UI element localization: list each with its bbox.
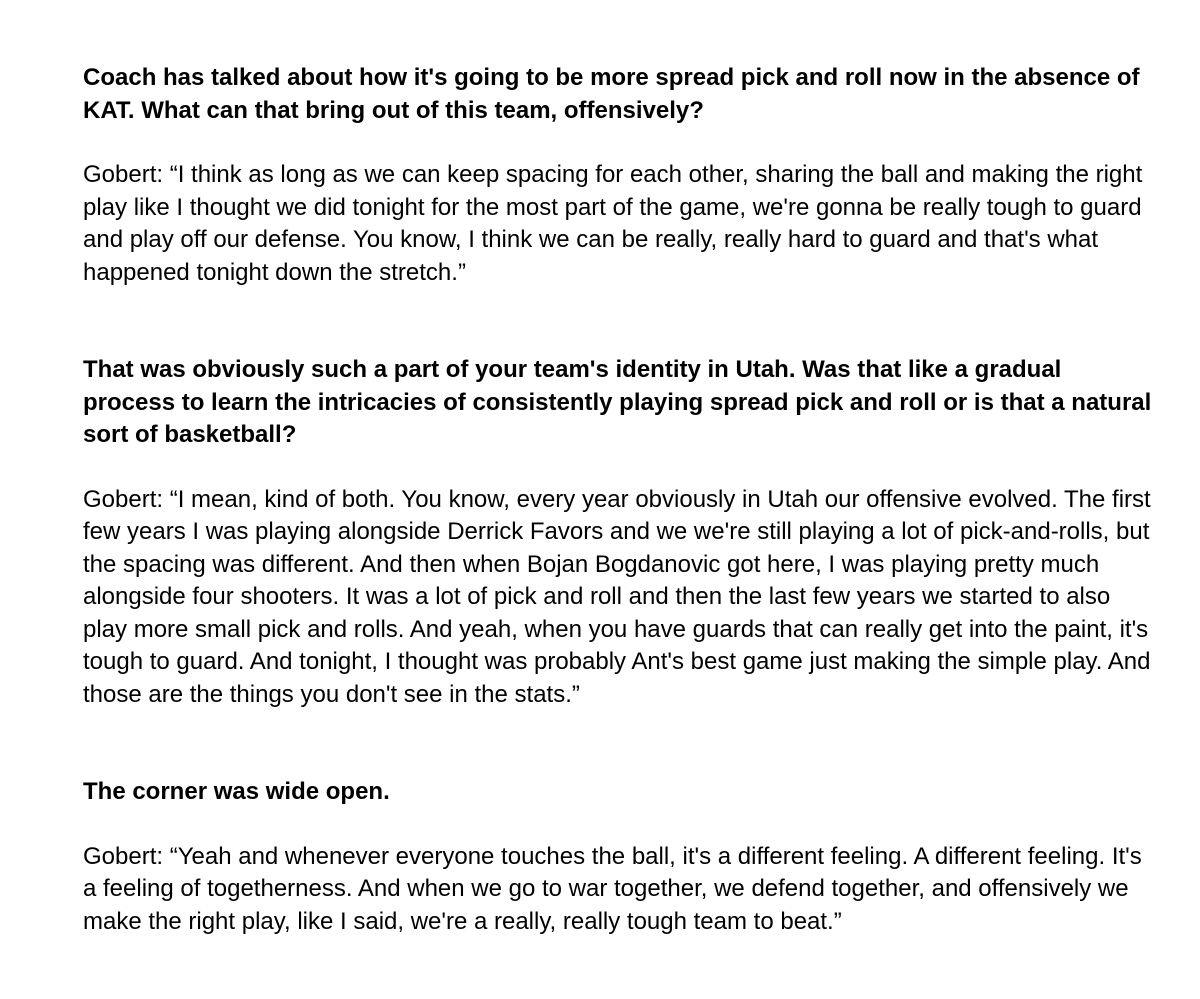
answer-1: Gobert: “I think as long as we can keep spacing for each other, sharing the ball and making the right play like I thought we did tonight for the most part of the game, we're gonna be really tough to guard and play off our defense. You know, I think we can be really, really hard to guard and that's what happened tonight down the stretch.”	[83, 161, 1143, 286]
spacer	[83, 809, 1153, 841]
spacer	[83, 711, 1153, 776]
question-3: The corner was wide open.	[83, 778, 390, 805]
answer-2: Gobert: “I mean, kind of both. You know, every year obviously in Utah our offensive evolved. The first few years I was playing alongside Derrick Favors and we we're still playing a lot of pick-and-rolls, but the spacing was different. And then when Bojan Bogdanovic got here, I was playing pretty much alongside four shooters. It was a lot of pick and roll and then the last few years we started to also play more small pick and rolls. And yeah, when you have guards that can really get into the paint, it's tough to guard. And tonight, I thought was probably Ant's best game just making the simple play. And those are the things you don't see in the stats.”	[83, 485, 1151, 708]
question-2: That was obviously such a part of your team's identity in Utah. Was that like a gradual process to learn the intricacies of consistently playing spread pick and roll or is that a natural sort of basketball?	[83, 356, 1152, 448]
question-1: Coach has talked about how it's going to be more spread pick and roll now in the absence of KAT. What can that bring out of this team, offensively?	[83, 64, 1140, 124]
spacer	[83, 289, 1153, 354]
answer-3: Gobert: “Yeah and whenever everyone touches the ball, it's a different feeling. A different feeling. It's a feeling of togetherness. And when we go to war together, we defend together, and offensively we make the right play, like I said, we're a really, really tough team to beat.”	[83, 842, 1142, 935]
spacer	[83, 452, 1153, 484]
spacer	[83, 127, 1153, 159]
interview-transcript	[83, 62, 1153, 938]
